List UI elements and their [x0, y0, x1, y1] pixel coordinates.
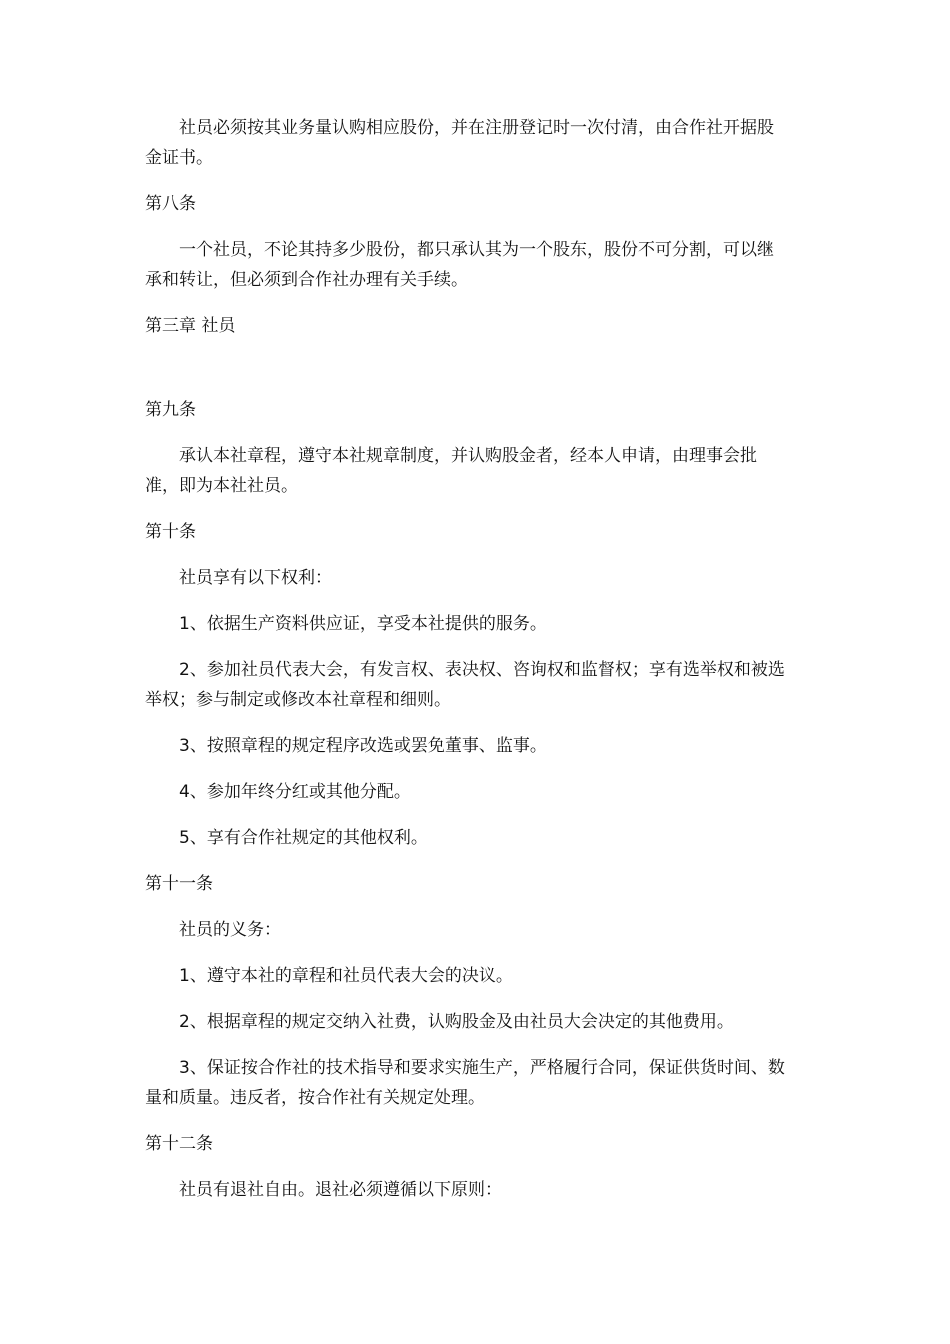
list-item: 1、遵守本社的章程和社员代表大会的决议。: [179, 966, 513, 986]
paragraph-line: 社员有退社自由。退社必须遵循以下原则：: [179, 1180, 502, 1200]
article-heading: 第十一条: [145, 874, 213, 894]
list-item: 4、参加年终分红或其他分配。: [179, 782, 411, 802]
list-item-continuation: 举权；参与制定或修改本社章程和细则。: [145, 690, 451, 710]
paragraph-line: 社员必须按其业务量认购相应股份，并在注册登记时一次付清，由合作社开据股: [179, 118, 774, 138]
list-item: 1、依据生产资料供应证，享受本社提供的服务。: [179, 614, 547, 634]
list-item: 5、享有合作社规定的其他权利。: [179, 828, 428, 848]
paragraph-line: 社员享有以下权利：: [179, 568, 332, 588]
list-item: 2、参加社员代表大会，有发言权、表决权、咨询权和监督权；享有选举权和被选: [179, 660, 785, 680]
article-heading: 第十二条: [145, 1134, 213, 1154]
paragraph-line: 社员的义务：: [179, 920, 281, 940]
list-item: 3、按照章程的规定程序改选或罢免董事、监事。: [179, 736, 547, 756]
article-heading: 第九条: [145, 400, 196, 420]
list-item-continuation: 量和质量。违反者，按合作社有关规定处理。: [145, 1088, 485, 1108]
paragraph-line: 承认本社章程，遵守本社规章制度，并认购股金者，经本人申请，由理事会批: [179, 446, 757, 466]
paragraph-line: 一个社员，不论其持多少股份，都只承认其为一个股东，股份不可分割，可以继: [179, 240, 774, 260]
list-item: 3、保证按合作社的技术指导和要求实施生产，严格履行合同，保证供货时间、数: [179, 1058, 785, 1078]
article-heading: 第八条: [145, 194, 196, 214]
list-item: 2、根据章程的规定交纳入社费，认购股金及由社员大会决定的其他费用。: [179, 1012, 734, 1032]
paragraph-line: 承和转让，但必须到合作社办理有关手续。: [145, 270, 468, 290]
paragraph-line: 准，即为本社社员。: [145, 476, 298, 496]
chapter-heading: 第三章 社员: [145, 316, 236, 336]
article-heading: 第十条: [145, 522, 196, 542]
paragraph-line: 金证书。: [145, 148, 213, 168]
